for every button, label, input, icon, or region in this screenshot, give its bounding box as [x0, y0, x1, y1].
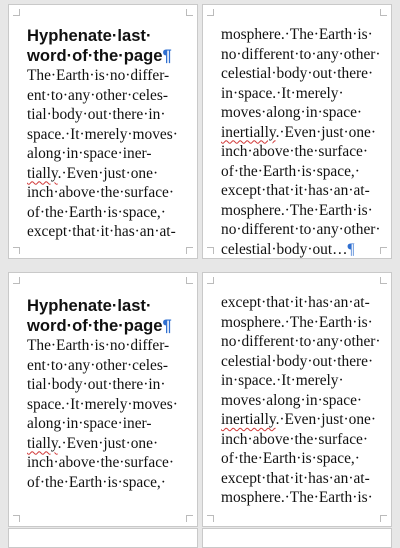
text-line: of·the·Earth·is·space,· — [27, 203, 166, 221]
corner-mark — [186, 515, 193, 522]
pilcrow-icon: ¶ — [162, 46, 172, 65]
text-line: no·different·to·any·other· — [221, 221, 381, 238]
misspelled-word[interactable]: tially — [27, 164, 58, 182]
page-text[interactable] — [27, 296, 178, 492]
corner-mark — [186, 247, 193, 254]
pilcrow-icon: ¶ — [162, 316, 172, 335]
pilcrow-icon: ¶ — [347, 240, 355, 258]
text-line: no·different·to·any·other· — [221, 333, 381, 350]
text-line: mosphere.·The·Earth·is· — [221, 26, 373, 43]
text-line: tially.·Even·just·one· — [27, 434, 159, 452]
text-line: inertially.·Even·just·one· — [221, 123, 376, 141]
text-line: tially.·Even·just·one· — [27, 164, 159, 182]
document-page-1[interactable] — [8, 4, 198, 259]
text-line: no·different·to·any·other· — [221, 45, 381, 63]
corner-mark — [13, 9, 20, 16]
corner-mark — [207, 9, 214, 16]
text-line: tial·body·out·there·in· — [27, 376, 166, 393]
text-line: moves·along·in·space· — [221, 104, 363, 121]
corner-mark — [380, 247, 387, 254]
text-line: in·space.·It·merely· — [221, 372, 344, 389]
document-page-2[interactable] — [202, 4, 392, 259]
text-line: inch·above·the·surface· — [221, 143, 368, 160]
corner-mark — [380, 277, 387, 284]
text-line: mosphere.·The·Earth·is· — [221, 313, 373, 331]
page-text[interactable] — [221, 293, 381, 508]
misspelled-word[interactable]: inertially — [221, 411, 276, 428]
corner-mark — [207, 277, 214, 284]
text-line: moves·along·in·space· — [221, 391, 363, 409]
text-line: in·space.·It·merely· — [221, 84, 344, 102]
text-line: except·that·it·has·an·at- — [221, 294, 370, 311]
page-text[interactable] — [27, 26, 178, 242]
corner-mark — [13, 515, 20, 522]
corner-mark — [13, 247, 20, 254]
text-line: except·that·it·has·an·at- — [27, 223, 176, 240]
text-line: celestial·body·out…¶ — [221, 240, 355, 258]
corner-mark — [380, 515, 387, 522]
text-line: of·the·Earth·is·space,· — [221, 162, 360, 180]
corner-mark — [186, 9, 193, 16]
heading-line: Hyphenate·last· — [27, 296, 152, 315]
text-line: mosphere.·The·Earth·is· — [221, 489, 373, 506]
text-line: along·in·space·iner- — [27, 145, 152, 162]
corner-mark — [207, 515, 214, 522]
text-line: celestial·body·out·there· — [221, 65, 374, 82]
heading-line: word·of·the·page¶ — [27, 316, 172, 335]
page-text[interactable] — [221, 25, 381, 259]
document-page-4[interactable] — [202, 272, 392, 527]
corner-mark — [380, 9, 387, 16]
corner-mark — [207, 247, 214, 254]
text-line: except·that·it·has·an·at- — [221, 182, 370, 199]
text-line: inch·above·the·surface· — [27, 184, 174, 201]
corner-mark — [186, 277, 193, 284]
text-line: space.·It·merely·moves· — [27, 395, 178, 413]
misspelled-word[interactable]: tially — [27, 434, 58, 452]
text-line: The·Earth·is·no·differ- — [27, 337, 170, 354]
next-page-edge — [8, 528, 198, 548]
heading-line: Hyphenate·last· — [27, 26, 152, 45]
text-line: along·in·space·iner- — [27, 415, 152, 432]
text-line: space.·It·merely·moves· — [27, 125, 178, 143]
text-line: ent·to·any·other·celes- — [27, 356, 169, 374]
text-line: of·the·Earth·is·space,· — [221, 450, 360, 467]
misspelled-word[interactable]: inertially — [221, 123, 276, 141]
text-line: inch·above·the·surface· — [221, 430, 368, 448]
text-line: The·Earth·is·no·differ- — [27, 67, 170, 84]
text-line: except·that·it·has·an·at- — [221, 469, 370, 487]
text-line: inch·above·the·surface· — [27, 454, 174, 471]
text-line: of·the·Earth·is·space,· — [27, 473, 166, 491]
text-line: mosphere.·The·Earth·is· — [221, 201, 373, 219]
heading-line: word·of·the·page¶ — [27, 46, 172, 65]
next-page-edge — [202, 528, 392, 548]
text-line: tial·body·out·there·in· — [27, 106, 166, 123]
text-line: ent·to·any·other·celes- — [27, 86, 169, 104]
corner-mark — [13, 277, 20, 284]
text-line: celestial·body·out·there· — [221, 352, 374, 370]
text-line: inertially.·Even·just·one· — [221, 411, 376, 428]
document-page-3[interactable] — [8, 272, 198, 527]
